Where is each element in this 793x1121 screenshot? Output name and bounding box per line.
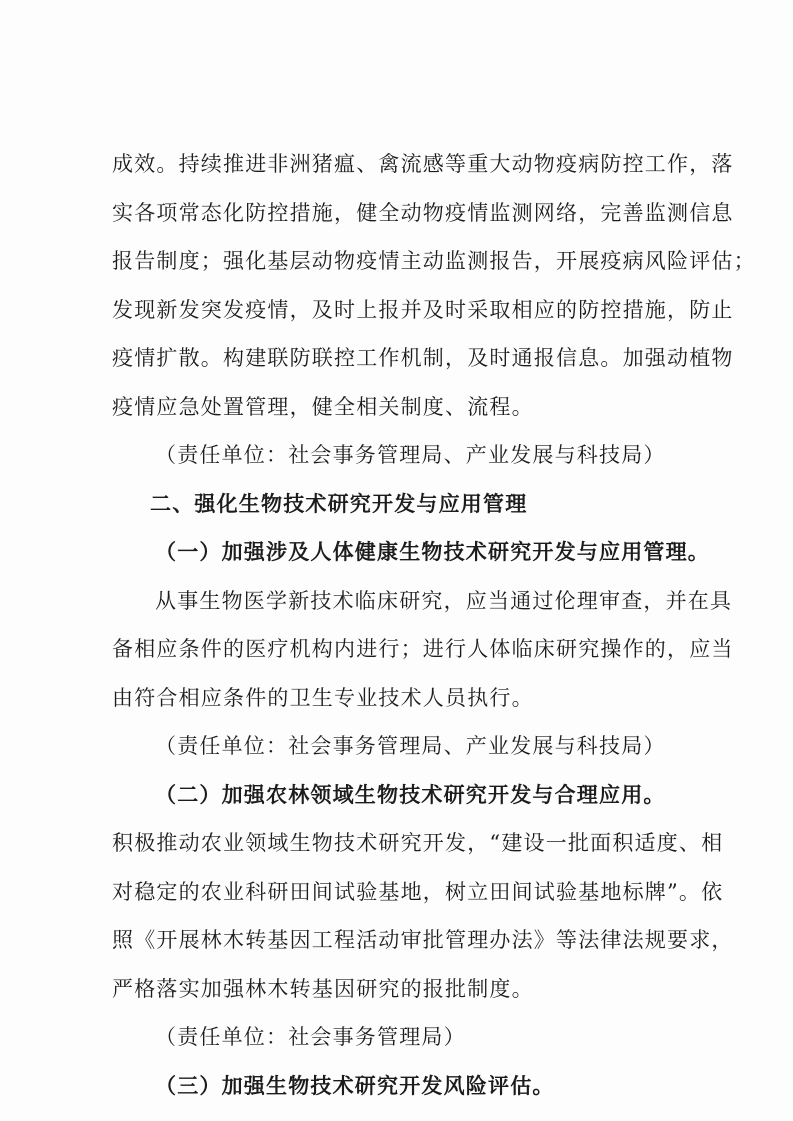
body-text-line: 照《开展林木转基因工程活动审批管理办法》等法律法规要求， bbox=[112, 928, 734, 952]
body-text-line: 由符合相应条件的卫生专业技术人员执行。 bbox=[112, 686, 534, 710]
body-text-line: 发现新发突发疫情，及时上报并及时采取相应的防控措施，防止 bbox=[112, 298, 734, 322]
subsection-heading: （三）加强生物技术研究开发风险评估。 bbox=[155, 1073, 555, 1098]
subsection-heading: （一）加强涉及人体健康生物技术研究开发与应用管理。 bbox=[155, 539, 710, 564]
body-text-line: 对稳定的农业科研田间试验基地，树立田间试验基地标牌”。依 bbox=[112, 880, 724, 904]
body-text-line: 疫情应急处置管理，健全相关制度、流程。 bbox=[112, 395, 534, 419]
subsection-heading: （二）加强农林领域生物技术研究开发与合理应用。 bbox=[155, 782, 666, 807]
section-heading: 二、强化生物技术研究开发与应用管理 bbox=[150, 492, 528, 516]
body-text-line: 实各项常态化防控措施，健全动物疫情监测网络，完善监测信息 bbox=[112, 201, 734, 225]
body-text-line: 从事生物医学新技术临床研究，应当通过伦理审查，并在具 bbox=[155, 589, 733, 613]
body-text-line: 报告制度；强化基层动物疫情主动监测报告，开展疫病风险评估； bbox=[112, 249, 756, 273]
body-text-line: 积极推动农业领域生物技术研究开发，“建设一批面积适度、相 bbox=[112, 831, 724, 855]
body-text-line: 成效。持续推进非洲猪瘟、禽流感等重大动物疫病防控工作，落 bbox=[112, 152, 734, 176]
body-text-line: 备相应条件的医疗机构内进行；进行人体临床研究操作的，应当 bbox=[112, 637, 734, 661]
body-text-line: 疫情扩散。构建联防联控工作机制，及时通报信息。加强动植物 bbox=[112, 346, 734, 370]
responsible-unit-note: （责任单位：社会事务管理局、产业发展与科技局） bbox=[155, 443, 666, 467]
responsible-unit-note: （责任单位：社会事务管理局） bbox=[155, 1025, 466, 1049]
responsible-unit-note: （责任单位：社会事务管理局、产业发展与科技局） bbox=[155, 734, 666, 758]
body-text-line: 严格落实加强林木转基因研究的报批制度。 bbox=[112, 977, 534, 1001]
